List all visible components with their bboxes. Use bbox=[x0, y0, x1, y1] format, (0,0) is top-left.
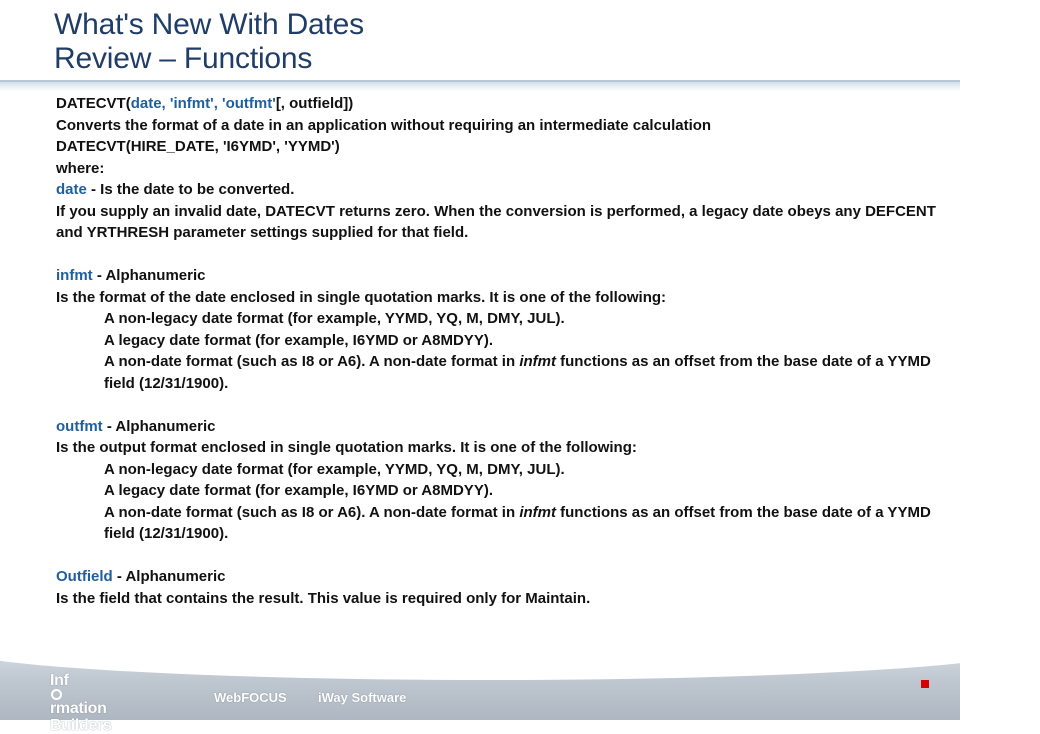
outfmt-desc: Is the output format enclosed in single quotation marks. It is one of the following: bbox=[56, 439, 637, 456]
title-line-1: What's New With Dates bbox=[54, 8, 364, 41]
infmt-definition bbox=[56, 265, 936, 287]
infmt-option-2: A legacy date format (for example, I6YMD or A8MDYY). bbox=[104, 331, 493, 349]
outfield-term: Outfield bbox=[56, 568, 113, 585]
infmt-option-3-ital: infmt bbox=[519, 353, 556, 370]
infmt-option-3 bbox=[56, 351, 936, 394]
spacer bbox=[56, 244, 936, 266]
outfmt-option-3-ital: infmt bbox=[519, 503, 556, 521]
red-square-icon bbox=[921, 680, 929, 688]
spacer bbox=[56, 394, 936, 416]
date-note: If you supply an invalid date, DATECVT returns zero. When the conversion is performed, a legacy date obeys any DEFCENT and YRTHRESH parameter settings supplied for that field. bbox=[56, 202, 936, 241]
infmt-option-1: A non-legacy date format (for example, YYMD, YQ, M, DMY, JUL). bbox=[104, 310, 565, 327]
date-definition bbox=[56, 179, 936, 201]
infmt-option-3-post: functions as an offset from the base date of a YYMD field (12/31/1900). bbox=[104, 353, 931, 392]
infmt-option-3-pre: A non-date format (such as I8 or A6). A non-date format in bbox=[104, 353, 520, 370]
syntax-function: DATECVT( bbox=[56, 95, 131, 112]
outfmt-type: - Alphanumeric bbox=[102, 417, 216, 435]
outfmt-definition bbox=[56, 416, 936, 438]
example: DATECVT(HIRE_DATE, 'I6YMD', 'YYMD') bbox=[56, 138, 340, 155]
description: Converts the format of a date in an application without requiring an intermediate calculation bbox=[56, 116, 712, 134]
outfmt-option-1: A non-legacy date format (for example, YYMD, YQ, M, DMY, JUL). bbox=[104, 460, 565, 478]
syntax-args: date, 'infmt', 'outfmt' bbox=[130, 95, 276, 112]
date-term: date bbox=[56, 181, 87, 198]
spacer bbox=[56, 545, 936, 567]
outfield-definition bbox=[56, 566, 936, 588]
infmt-desc: Is the format of the date enclosed in single quotation marks. It is one of the following: bbox=[56, 288, 667, 306]
logo-o-icon bbox=[51, 689, 62, 700]
infmt-term: infmt bbox=[56, 267, 93, 284]
syntax-rest: [, outfield]) bbox=[275, 95, 354, 112]
title-line-2: Review – Functions bbox=[54, 42, 313, 75]
outfmt-option-3 bbox=[56, 502, 936, 545]
outfield-type: - Alphanumeric bbox=[112, 568, 226, 585]
company-logo bbox=[50, 672, 112, 734]
syntax-line bbox=[56, 93, 936, 115]
outfmt-option-3-post: functions as an offset from the base date of a YYMD field (12/31/1900). bbox=[104, 503, 931, 542]
infmt-type: - Alphanumeric bbox=[92, 267, 206, 284]
footer-band bbox=[0, 650, 960, 720]
where-label: where: bbox=[56, 159, 105, 177]
footer-arc bbox=[0, 610, 1040, 680]
date-desc: - Is the date to be converted. bbox=[86, 181, 295, 198]
product-iway: iWay Software bbox=[318, 690, 407, 705]
outfmt-term: outfmt bbox=[56, 417, 103, 435]
outfmt-option-3-pre: A non-date format (such as I8 or A6). A non-date format in bbox=[104, 503, 520, 521]
logo-text-a: Inf bbox=[50, 672, 69, 689]
logo-text-b: rmation bbox=[50, 700, 107, 717]
logo-line-2: Builders bbox=[50, 717, 112, 734]
slide-body bbox=[56, 93, 936, 609]
outfield-desc: Is the field that contains the result. This value is required only for Maintain. bbox=[56, 589, 591, 607]
logo-line-1 bbox=[50, 672, 112, 717]
product-webfocus: WebFOCUS bbox=[214, 690, 287, 705]
title-underline bbox=[0, 80, 960, 82]
slide-title bbox=[54, 8, 934, 76]
outfmt-option-2: A legacy date format (for example, I6YMD or A8MDYY). bbox=[104, 482, 493, 499]
